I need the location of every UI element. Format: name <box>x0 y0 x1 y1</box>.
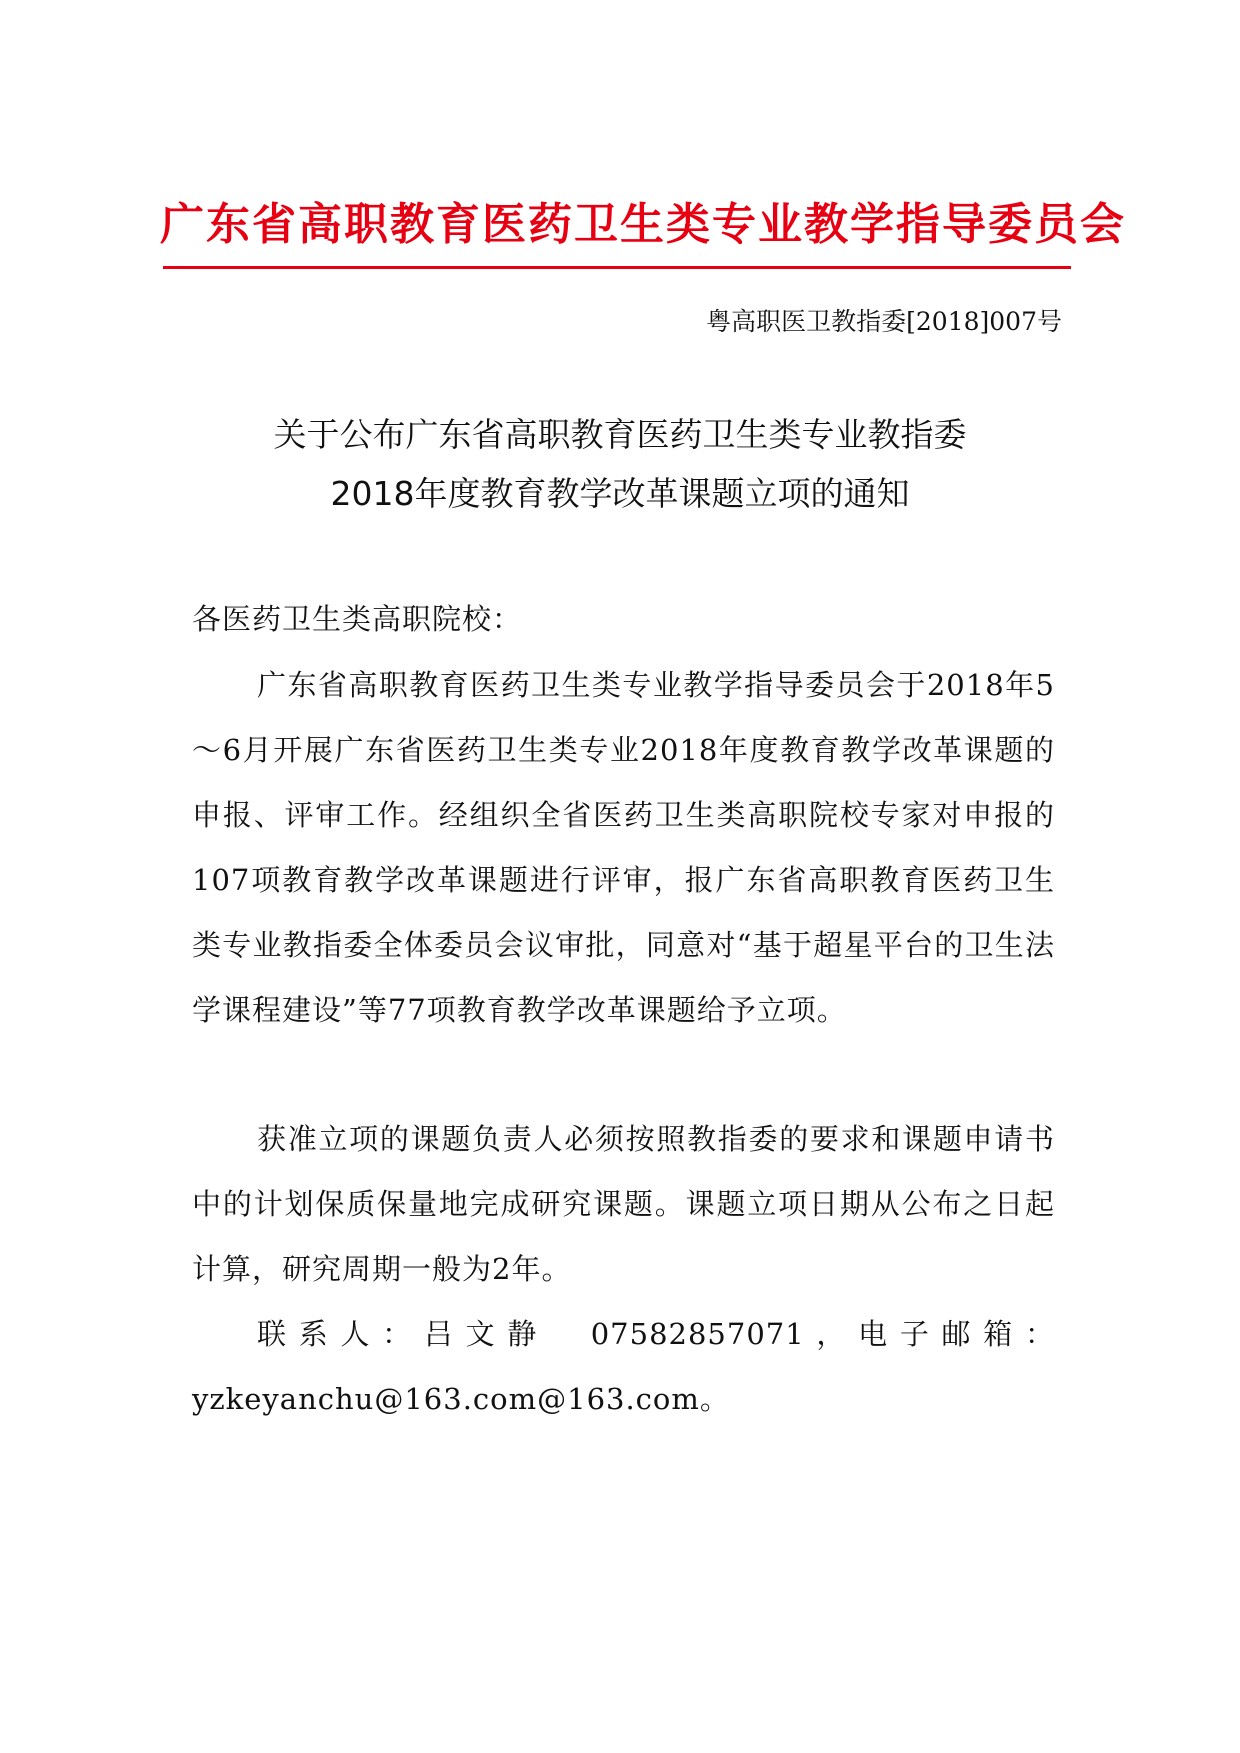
body-paragraph-1: 广东省高职教育医药卫生类专业教学指导委员会于2018年5～6月开展广东省医药卫生类专业2018年度教育教学改革课题的申报、评审工作。经组织全省医药卫生类高职院校专家对申报的107项教育教学改革课题进行评审，报广东省高职教育医药卫生类专业教指委全体委员会议审批，同意对“基于超星平台的卫生法学课程建设”等77项教育教学改革课题给予立项。 <box>192 668 1055 1027</box>
letterhead-org-name: 广东省高职教育医药卫生类专业教学指导委员会 <box>160 199 1126 250</box>
salutation: 各医药卫生类高职院校： <box>192 602 523 636</box>
letterhead-divider <box>163 266 1071 269</box>
document-number: 粤高职医卫教指委[2018]007号 <box>706 307 1062 336</box>
notice-title-line-2: 2018年度教育教学改革课题立项的通知 <box>330 474 910 513</box>
body-paragraph-2: 获准立项的课题负责人必须按照教指委的要求和课题申请书中的计划保质保量地完成研究课题。课题立项日期从公布之日起计算，研究周期一般为2年。 <box>192 1122 1055 1286</box>
contact-paragraph: 联系人：吕文静 07582857071，电子邮箱：yzkeyanchu@163.com@163.com。 <box>192 1317 1055 1416</box>
notice-title-line-1: 关于公布广东省高职教育医药卫生类专业教指委 <box>273 415 967 454</box>
